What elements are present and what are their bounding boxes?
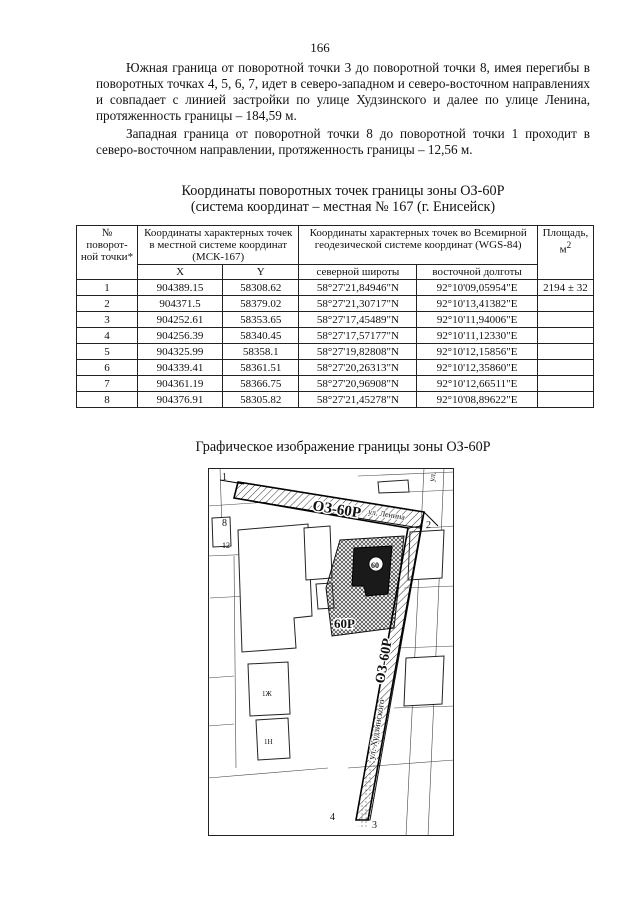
cell-y: 58361.51 xyxy=(223,360,299,376)
cell-y: 58353.65 xyxy=(223,312,299,328)
cell-lat: 58°27'21,84946"N xyxy=(299,280,417,296)
table-row xyxy=(77,344,594,360)
cell-y: 58366.75 xyxy=(223,376,299,392)
street-label-lenin: ул. Ленина xyxy=(367,507,406,522)
street-label-corner: ул. xyxy=(427,471,438,483)
building-label-b: 1Н xyxy=(264,738,273,746)
cell-x: 904389.15 xyxy=(138,280,223,296)
table-row xyxy=(77,328,594,344)
boundary-map-drawing xyxy=(208,468,454,836)
building-label-a: 1Ж xyxy=(262,690,272,698)
cell-lat: 58°27'17,57177"N xyxy=(299,328,417,344)
cell-lon: 92°10'12,15856"E xyxy=(417,344,538,360)
cell-lat: 58°27'20,26313"N xyxy=(299,360,417,376)
table-row xyxy=(77,312,594,328)
zone-label-side: ОЗ-60Р xyxy=(373,637,396,685)
header-area xyxy=(537,226,593,280)
small-zone-label: 60Р xyxy=(334,616,355,631)
page-number: 166 xyxy=(310,40,330,55)
table-title-line1: Координаты поворотных точек границы зоны ОЗ-60Р xyxy=(181,183,505,199)
paragraph-west-text: Западная граница от поворотной точки 8 до поворотной точки 1 проходит в северо-восточном направлении, протяженность границы – 12,56 м. xyxy=(96,126,590,157)
boundary-map xyxy=(208,468,454,836)
cell-lat: 58°27'21,30717"N xyxy=(299,296,417,312)
cell-area xyxy=(537,392,593,408)
point-label-8: 8 xyxy=(222,518,227,529)
header-x: X xyxy=(138,265,223,280)
cell-area xyxy=(537,344,593,360)
street-label-khudzinsky: ул. Худзинского xyxy=(366,698,387,761)
cell-lon: 92°10'11,94006"E xyxy=(417,312,538,328)
header-point-number: № поворот-ной точки* xyxy=(77,226,138,280)
cell-number: 8 xyxy=(77,392,138,408)
header-lon: восточной долготы xyxy=(417,265,538,280)
table-row xyxy=(77,360,594,376)
point-label-4: 4 xyxy=(330,812,335,823)
cell-y: 58305.82 xyxy=(223,392,299,408)
cell-area xyxy=(537,360,593,376)
cell-y: 58308.62 xyxy=(223,280,299,296)
cell-x: 904325.99 xyxy=(138,344,223,360)
cell-lon: 92°10'12,35860"E xyxy=(417,360,538,376)
map-title: Графическое изображение границы зоны ОЗ-60Р xyxy=(195,439,491,455)
header-local-coordinates: Координаты характерных точек в местной системе координат (МСК-167) xyxy=(138,226,299,265)
coordinates-table xyxy=(76,225,594,408)
cell-x: 904252.61 xyxy=(138,312,223,328)
header-area-sup: 2 xyxy=(566,240,572,250)
cell-lat: 58°27'17,45489"N xyxy=(299,312,417,328)
header-lat: северной широты xyxy=(299,265,417,280)
cell-lon: 92°10'08,89622"E xyxy=(417,392,538,408)
table-row xyxy=(77,296,594,312)
cell-area xyxy=(537,296,593,312)
header-y: Y xyxy=(223,265,299,280)
zone-label-top: ОЗ-60Р xyxy=(311,498,363,522)
table-row xyxy=(77,280,594,296)
parcel-label-12: 12 xyxy=(222,541,230,550)
cell-x: 904371.5 xyxy=(138,296,223,312)
cell-lat: 58°27'21,45278"N xyxy=(299,392,417,408)
cell-number: 3 xyxy=(77,312,138,328)
cell-number: 4 xyxy=(77,328,138,344)
cell-area xyxy=(537,312,593,328)
building-number: 60 xyxy=(371,561,379,570)
cell-lon: 92°10'09,05954"E xyxy=(417,280,538,296)
cell-y: 58340.45 xyxy=(223,328,299,344)
cell-y: 58358.1 xyxy=(223,344,299,360)
table-row xyxy=(77,392,594,408)
table-row xyxy=(77,376,594,392)
header-wgs-coordinates: Координаты характерных точек во Всемирной геодезической системе координат (WGS-84) xyxy=(299,226,537,265)
point-label-1: 1 xyxy=(222,472,227,483)
point-label-3: 3 xyxy=(372,820,377,831)
cell-lon: 92°10'13,41382"E xyxy=(417,296,538,312)
paragraph-south-boundary xyxy=(96,60,590,124)
cell-area xyxy=(537,376,593,392)
cell-lon: 92°10'12,66511"E xyxy=(417,376,538,392)
cell-number: 7 xyxy=(77,376,138,392)
paragraph-west-boundary xyxy=(96,126,590,158)
cell-number: 2 xyxy=(77,296,138,312)
point-label-2: 2 xyxy=(426,520,431,531)
cell-lon: 92°10'11,12330"E xyxy=(417,328,538,344)
cell-x: 904339.41 xyxy=(138,360,223,376)
cell-lat: 58°27'19,82808"N xyxy=(299,344,417,360)
cell-area: 2194 ± 32 xyxy=(537,280,593,296)
header-area-label: Площадь, м xyxy=(542,227,589,256)
cell-area xyxy=(537,328,593,344)
cell-number: 5 xyxy=(77,344,138,360)
cell-number: 6 xyxy=(77,360,138,376)
cell-y: 58379.02 xyxy=(223,296,299,312)
paragraph-south-text: Южная граница от поворотной точки 3 до поворотной точки 8, имея перегибы в поворотных точках 4, 5, 6, 7, идет в северо-западном и северо-восточном направлениях и совпадает с линией застройки по улице Худзинского и далее по улице Ленина, протяженность границы – 184,59 м. xyxy=(96,60,590,123)
cell-lat: 58°27'20,96908"N xyxy=(299,376,417,392)
cell-x: 904376.91 xyxy=(138,392,223,408)
cell-x: 904256.39 xyxy=(138,328,223,344)
cell-number: 1 xyxy=(77,280,138,296)
table-title-line2: (система координат – местная № 167 (г. Енисейск) xyxy=(190,199,496,215)
cell-x: 904361.19 xyxy=(138,376,223,392)
